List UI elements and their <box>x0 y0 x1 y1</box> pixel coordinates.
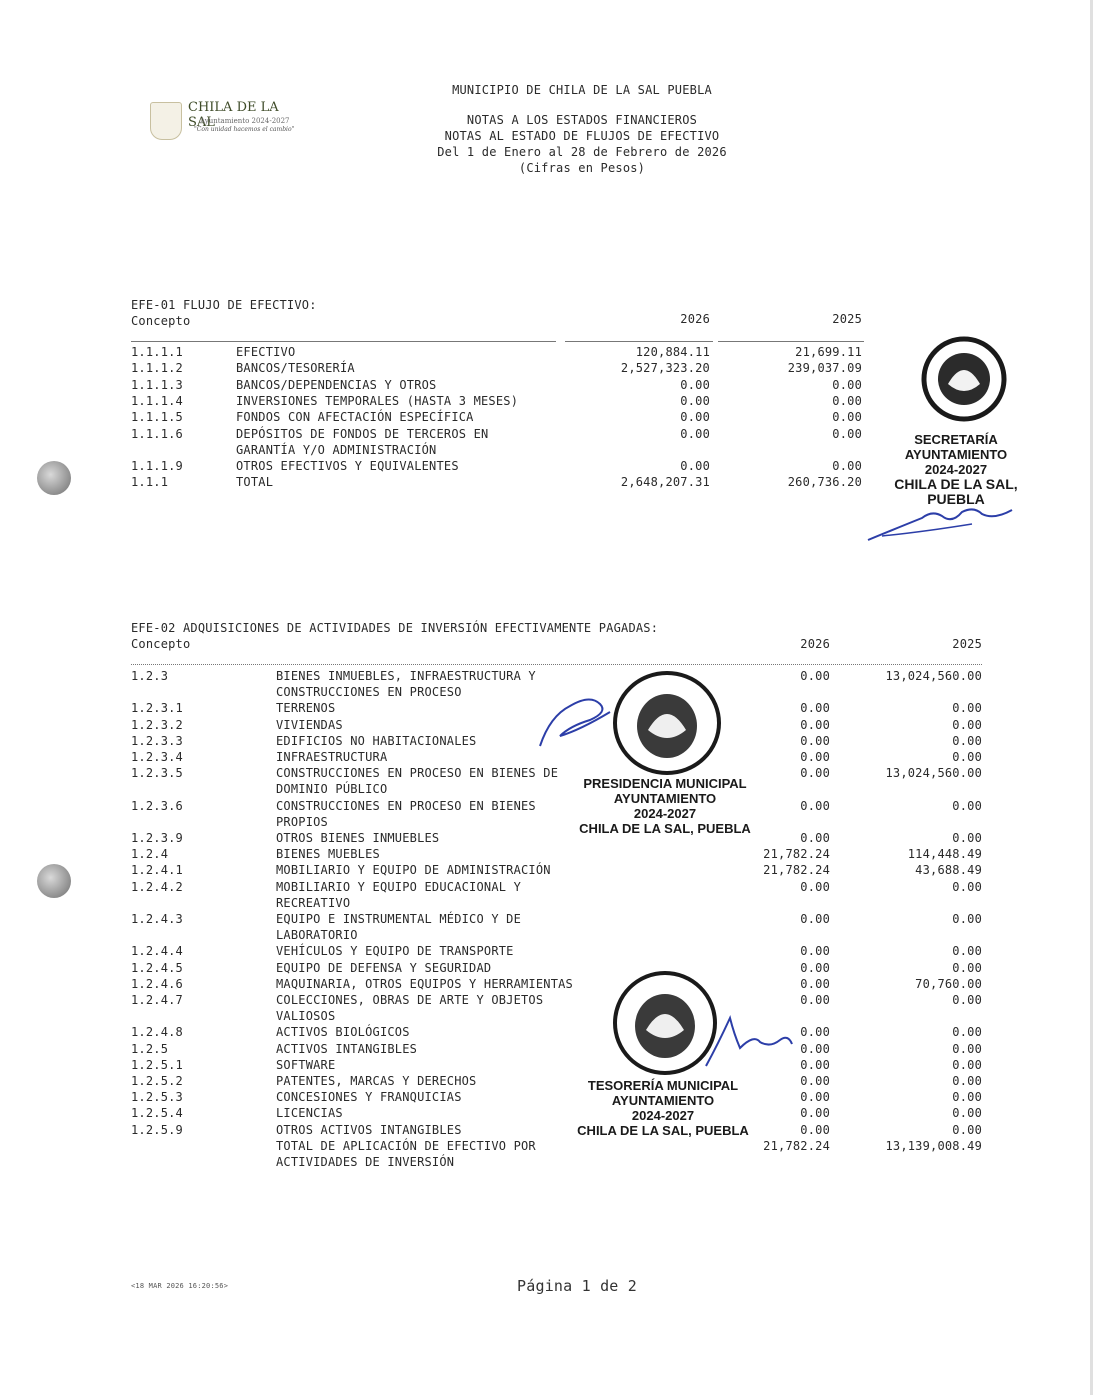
row-code: 1.1.1.9 <box>131 459 183 474</box>
print-timestamp: <18 MAR 2026 16:20:56> <box>131 1282 229 1290</box>
row-value-year2: 0.00 <box>952 944 982 959</box>
row-value-year1: 2,527,323.20 <box>620 361 710 376</box>
row-value-year2: 0.00 <box>952 798 982 813</box>
row-concept: INFRAESTRUCTURA <box>276 750 388 764</box>
row-value-year1: 0.00 <box>680 459 710 474</box>
row-value-year1: 0.00 <box>800 831 830 845</box>
row-concept: COLECCIONES, OBRAS DE ARTE Y OBJETOS <box>276 993 544 1007</box>
row-value-year1: 0.00 <box>800 1106 830 1121</box>
seal-line: CHILA DE LA SAL, PUEBLA <box>579 821 751 836</box>
presidencia-seal <box>575 776 755 836</box>
row-concept-continued: LABORATORIO <box>276 928 358 943</box>
efe02-year2-header: 2025 <box>952 637 982 651</box>
row-concept-continued: DOMINIO PÚBLICO <box>276 782 388 797</box>
row-code: 1.1.1.1 <box>131 345 183 359</box>
row-value-year2: 260,736.20 <box>787 475 862 490</box>
seal-line: 2024-2027 <box>924 462 988 477</box>
row-value-year1: 21,782.24 <box>763 863 830 878</box>
seal-line: AYUNTAMIENTO <box>613 791 717 806</box>
municipal-logo <box>148 98 308 144</box>
row-concept-continued: PROPIOS <box>276 814 328 829</box>
row-code: 1.1.1.4 <box>131 393 183 408</box>
row-code: 1.2.3.3 <box>131 733 183 748</box>
row-value-year2: 0.00 <box>952 831 982 845</box>
row-value-year2: 13,024,560.00 <box>885 669 982 683</box>
row-value-year1: 0.00 <box>800 733 830 748</box>
row-concept: CONCESIONES Y FRANQUICIAS <box>276 1090 462 1105</box>
row-value-year1: 0.00 <box>800 798 830 813</box>
row-value-year2: 0.00 <box>952 733 982 748</box>
efe01-rule-year2 <box>718 341 864 342</box>
row-concept: EQUIPO DE DEFENSA Y SEGURIDAD <box>276 960 492 975</box>
row-concept-continued: ACTIVIDADES DE INVERSIÓN <box>276 1155 455 1169</box>
row-code: 1.2.5.4 <box>131 1106 183 1121</box>
row-code: 1.2.5.1 <box>131 1057 183 1072</box>
row-concept: MAQUINARIA, OTROS EQUIPOS Y HERRAMIENTAS <box>276 976 573 991</box>
row-value-year2: 114,448.49 <box>907 847 982 862</box>
row-concept: OTROS EFECTIVOS Y EQUIVALENTES <box>236 459 459 474</box>
row-value-year1: 0.00 <box>800 717 830 732</box>
national-emblem-icon <box>606 668 728 778</box>
efe01-rule-year1 <box>565 341 713 342</box>
row-value-year2: 70,760.00 <box>915 976 982 991</box>
row-code: 1.1.1.3 <box>131 377 183 392</box>
row-value-year2: 0.00 <box>952 1090 982 1105</box>
row-concept: EQUIPO E INSTRUMENTAL MÉDICO Y DE <box>276 912 522 926</box>
row-concept: PATENTES, MARCAS Y DERECHOS <box>276 1074 477 1088</box>
row-code: 1.2.4.3 <box>131 912 183 926</box>
efe02-title: EFE-02 ADQUISICIONES DE ACTIVIDADES DE INVERSIÓN EFECTIVAMENTE PAGADAS: <box>131 621 659 635</box>
seal-line: 2024-2027 <box>633 806 697 821</box>
row-code: 1.2.4.2 <box>131 879 183 894</box>
row-value-year1: 0.00 <box>800 1025 830 1040</box>
row-value-year2: 13,024,560.00 <box>885 766 982 781</box>
efe02-rule <box>131 664 982 665</box>
row-code: 1.2.3.5 <box>131 766 183 781</box>
row-value-year2: 0.00 <box>952 1025 982 1040</box>
row-value-year1: 0.00 <box>800 701 830 716</box>
row-concept: FONDOS CON AFECTACIÓN ESPECÍFICA <box>236 410 474 425</box>
row-concept: OTROS BIENES INMUEBLES <box>276 831 440 845</box>
row-code: 1.1.1.2 <box>131 361 183 376</box>
row-code: 1.2.5.2 <box>131 1074 183 1088</box>
row-code: 1.2.5.3 <box>131 1090 183 1105</box>
row-value-year2: 0.00 <box>952 717 982 732</box>
row-concept-continued: VALIOSOS <box>276 1009 336 1024</box>
row-concept: VIVIENDAS <box>276 717 343 732</box>
signature <box>700 1004 796 1074</box>
row-value-year1: 21,782.24 <box>763 1138 830 1153</box>
row-code: 1.2.5.9 <box>131 1122 183 1137</box>
efe01-concept-header: Concepto <box>131 314 191 328</box>
row-concept: MOBILIARIO Y EQUIPO DE ADMINISTRACIÓN <box>276 863 551 878</box>
row-value-year1: 0.00 <box>800 750 830 764</box>
row-concept: TOTAL <box>236 475 274 490</box>
row-value-year1: 0.00 <box>800 993 830 1007</box>
national-emblem-icon <box>898 326 1030 432</box>
row-code: 1.2.3 <box>131 669 169 683</box>
row-code: 1.1.1.5 <box>131 410 183 425</box>
row-value-year2: 0.00 <box>952 1041 982 1056</box>
efe01-year2-header: 2025 <box>832 312 862 326</box>
row-code: 1.1.1 <box>131 475 169 490</box>
logo-name: CHILA DE LA SAL <box>188 100 279 130</box>
row-value-year2: 0.00 <box>832 426 862 441</box>
row-value-year2: 0.00 <box>832 393 862 408</box>
document-subtitle: NOTAS AL ESTADO DE FLUJOS DE EFECTIVO <box>444 129 720 143</box>
row-code: 1.2.4.6 <box>131 976 183 991</box>
row-concept: EFECTIVO <box>236 345 296 359</box>
row-value-year2: 21,699.11 <box>795 345 862 359</box>
row-code: 1.2.3.1 <box>131 701 183 716</box>
row-value-year1: 0.00 <box>680 426 710 441</box>
row-concept: LICENCIAS <box>276 1106 343 1121</box>
row-value-year1: 0.00 <box>800 1041 830 1056</box>
row-code: 1.2.5 <box>131 1041 169 1056</box>
row-concept: BIENES MUEBLES <box>276 847 380 862</box>
row-value-year1: 0.00 <box>800 1090 830 1105</box>
row-code: 1.2.3.9 <box>131 831 183 845</box>
row-value-year1: 21,782.24 <box>763 847 830 862</box>
row-concept: DEPÓSITOS DE FONDOS DE TERCEROS EN <box>236 426 489 441</box>
row-concept: ACTIVOS BIOLÓGICOS <box>276 1025 410 1040</box>
document-title: NOTAS A LOS ESTADOS FINANCIEROS <box>466 113 698 127</box>
row-value-year2: 43,688.49 <box>915 863 982 878</box>
row-concept: VEHÍCULOS Y EQUIPO DE TRANSPORTE <box>276 944 514 959</box>
row-code: 1.2.3.2 <box>131 717 183 732</box>
row-concept-continued: CONSTRUCCIONES EN PROCESO <box>276 685 462 700</box>
row-value-year2: 0.00 <box>952 750 982 764</box>
seal-line: CHILA DE LA SAL, PUEBLA <box>894 476 1018 507</box>
seal-line: 2024-2027 <box>631 1108 695 1123</box>
row-concept: OTROS ACTIVOS INTANGIBLES <box>276 1122 462 1137</box>
seal-line: PRESIDENCIA MUNICIPAL <box>583 776 747 791</box>
row-value-year2: 0.00 <box>952 1106 982 1121</box>
row-value-year1: 120,884.11 <box>635 345 710 359</box>
row-value-year1: 0.00 <box>800 766 830 781</box>
row-value-year2: 0.00 <box>952 912 982 926</box>
row-code: 1.2.4.8 <box>131 1025 183 1040</box>
row-value-year1: 0.00 <box>800 912 830 926</box>
row-value-year1: 0.00 <box>680 410 710 425</box>
signature <box>530 686 620 756</box>
row-value-year1: 0.00 <box>680 393 710 408</box>
row-value-year2: 13,139,008.49 <box>885 1138 982 1153</box>
row-value-year1: 0.00 <box>800 1122 830 1137</box>
row-value-year2: 0.00 <box>952 701 982 716</box>
row-value-year1: 0.00 <box>800 879 830 894</box>
row-value-year1: 0.00 <box>800 1057 830 1072</box>
signature <box>862 496 1022 546</box>
row-value-year2: 239,037.09 <box>787 361 862 376</box>
row-value-year2: 0.00 <box>952 879 982 894</box>
efe01-rule-concept <box>131 341 556 342</box>
row-concept: CONSTRUCCIONES EN PROCESO EN BIENES <box>276 798 536 813</box>
efe02-concept-header: Concepto <box>131 637 191 651</box>
row-value-year2: 0.00 <box>952 1057 982 1072</box>
row-concept: BANCOS/TESORERÍA <box>236 361 355 376</box>
row-concept: TOTAL DE APLICACIÓN DE EFECTIVO POR <box>276 1138 536 1153</box>
row-value-year2: 0.00 <box>952 960 982 975</box>
logo-period: Ayuntamiento 2024-2027 <box>200 117 290 125</box>
row-code: 1.2.3.6 <box>131 798 183 813</box>
efe01-year1-header: 2026 <box>680 312 710 326</box>
efe02-year1-header: 2026 <box>800 637 830 651</box>
row-concept: TERRENOS <box>276 701 336 716</box>
hole-punch <box>37 461 71 495</box>
seal-line: TESORERÍA MUNICIPAL <box>587 1078 739 1093</box>
row-concept: BIENES INMUEBLES, INFRAESTRUCTURA Y <box>276 669 536 683</box>
row-concept-continued: GARANTÍA Y/O ADMINISTRACIÓN <box>236 442 437 457</box>
row-concept: EDIFICIOS NO HABITACIONALES <box>276 733 477 748</box>
coat-of-arms-icon <box>150 102 182 140</box>
row-code: 1.2.4 <box>131 847 169 862</box>
row-value-year1: 0.00 <box>800 960 830 975</box>
seal-line: CHILA DE LA SAL, PUEBLA <box>577 1123 749 1138</box>
seal-line: SECRETARÍA <box>914 432 998 447</box>
row-concept: ACTIVOS INTANGIBLES <box>276 1041 418 1056</box>
row-code: 1.2.4.1 <box>131 863 183 878</box>
row-value-year2: 0.00 <box>952 993 982 1007</box>
row-value-year1: 0.00 <box>800 669 830 683</box>
row-code: 1.2.3.4 <box>131 750 183 764</box>
logo-slogan: "Con unidad hacemos el cambio" <box>194 126 295 133</box>
row-code: 1.2.4.7 <box>131 993 183 1007</box>
row-value-year1: 2,648,207.31 <box>620 475 710 490</box>
efe01-title: EFE-01 FLUJO DE EFECTIVO: <box>131 298 317 312</box>
tesoreria-seal <box>570 1078 756 1138</box>
row-code: 1.1.1.6 <box>131 426 183 441</box>
row-concept: BANCOS/DEPENDENCIAS Y OTROS <box>236 377 437 392</box>
row-value-year1: 0.00 <box>800 976 830 991</box>
row-value-year2: 0.00 <box>832 459 862 474</box>
row-value-year2: 0.00 <box>952 1122 982 1137</box>
row-value-year1: 0.00 <box>800 1074 830 1088</box>
row-value-year1: 0.00 <box>800 944 830 959</box>
row-code: 1.2.4.4 <box>131 944 183 959</box>
row-concept: MOBILIARIO Y EQUIPO EDUCACIONAL Y <box>276 879 522 894</box>
hole-punch <box>37 864 71 898</box>
row-concept: SOFTWARE <box>276 1057 336 1072</box>
row-code: 1.2.4.5 <box>131 960 183 975</box>
row-value-year2: 0.00 <box>832 410 862 425</box>
municipality-name: MUNICIPIO DE CHILA DE LA SAL PUEBLA <box>452 83 712 97</box>
row-concept: INVERSIONES TEMPORALES (HASTA 3 MESES) <box>236 393 519 408</box>
row-concept-continued: RECREATIVO <box>276 895 351 910</box>
row-value-year1: 0.00 <box>680 377 710 392</box>
row-value-year2: 0.00 <box>952 1074 982 1088</box>
seal-line: AYUNTAMIENTO <box>904 447 1008 462</box>
row-concept: CONSTRUCCIONES EN PROCESO EN BIENES DE <box>276 766 559 781</box>
seal-line: AYUNTAMIENTO <box>611 1093 715 1108</box>
row-value-year2: 0.00 <box>832 377 862 392</box>
document-units: (Cifras en Pesos) <box>518 161 646 175</box>
document-period: Del 1 de Enero al 28 de Febrero de 2026 <box>437 145 727 159</box>
page-number: Página 1 de 2 <box>517 1277 637 1295</box>
